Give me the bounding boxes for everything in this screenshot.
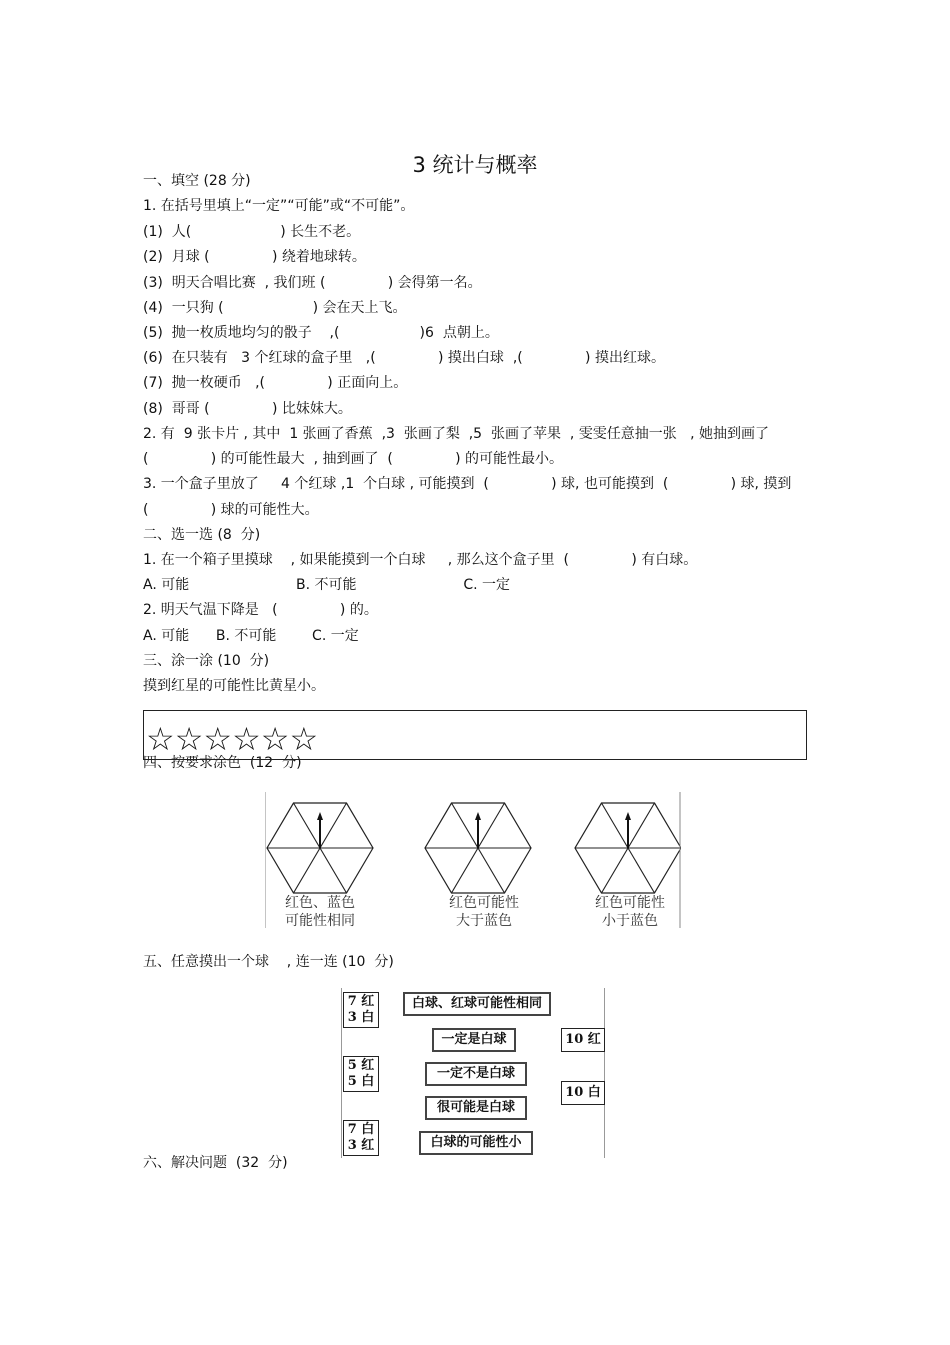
text-line: (7) 抛一枚硬币 ,( ) 正面向上。 bbox=[143, 375, 408, 391]
ball-box-2[interactable] bbox=[343, 1056, 379, 1092]
text-line: (3) 明天合唱比赛 , 我们班 ( ) 会得第一名。 bbox=[143, 275, 482, 291]
text-line: 1. 在括号里填上“一定”“可能”或“不可能”。 bbox=[143, 198, 415, 214]
hexagon-spinners bbox=[265, 792, 681, 928]
text-line: ( ) 球的可能性大。 bbox=[143, 502, 319, 518]
outcome-certain-white[interactable]: 一定是白球 bbox=[432, 1028, 516, 1052]
star-row: ☆☆☆☆☆☆ bbox=[146, 720, 319, 758]
text-line: (2) 月球 ( ) 绕着地球转。 bbox=[143, 249, 366, 265]
page-title: 3 统计与概率 bbox=[412, 153, 538, 177]
text-line: 一、填空 (28 分) bbox=[143, 173, 251, 189]
caption-line: 大于蓝色 bbox=[456, 913, 512, 929]
ball-count: 3 红 bbox=[347, 1138, 375, 1153]
text-line: A. 可能 B. 不可能 C. 一定 bbox=[143, 577, 511, 593]
text-line: (6) 在只装有 3 个红球的盒子里 ,( ) 摸出白球 ,( ) 摸出红球。 bbox=[143, 350, 665, 366]
caption-line: 可能性相同 bbox=[285, 913, 355, 929]
matching-figure bbox=[341, 988, 605, 1158]
spinner-arrowhead-icon bbox=[317, 812, 323, 820]
text-line: 六、解决问题 (32 分) bbox=[143, 1155, 288, 1171]
caption-line: 小于蓝色 bbox=[602, 913, 658, 929]
hexagon-caption-2 bbox=[429, 894, 539, 930]
outcome-white-less-likely[interactable]: 白球的可能性小 bbox=[419, 1131, 533, 1155]
hexagon-caption-3 bbox=[575, 894, 685, 930]
hexagon-caption-1 bbox=[265, 894, 375, 930]
text-line: (5) 抛一枚质地均匀的骰子 ,( )6 点朝上。 bbox=[143, 325, 499, 341]
spinner-arrowhead-icon bbox=[475, 812, 481, 820]
text-line: (4) 一只狗 ( ) 会在天上飞。 bbox=[143, 300, 407, 316]
ball-count: 5 红 bbox=[347, 1058, 375, 1073]
text-line: 摸到红星的可能性比黄星小。 bbox=[143, 678, 325, 694]
caption-line: 红色、蓝色 bbox=[285, 895, 355, 911]
text-line: (8) 哥哥 ( ) 比妹妹大。 bbox=[143, 401, 352, 417]
text-line: 四、按要求涂色 (12 分) bbox=[143, 755, 302, 771]
text-line: 2. 明天气温下降是 ( ) 的。 bbox=[143, 602, 378, 618]
text-line: (1) 人( ) 长生不老。 bbox=[143, 224, 361, 240]
text-line: ( ) 的可能性最大 , 抽到画了 ( ) 的可能性最小。 bbox=[143, 451, 564, 467]
caption-line: 红色可能性 bbox=[449, 895, 519, 911]
ball-count: 5 白 bbox=[347, 1074, 375, 1089]
outcome-equal[interactable]: 白球、红球可能性相同 bbox=[403, 992, 551, 1016]
ball-count: 7 红 bbox=[347, 994, 375, 1009]
text-line: 3. 一个盒子里放了 4 个红球 ,1 个白球 , 可能摸到 ( ) 球, 也可能摸到 ( ) 球, 摸到 bbox=[143, 476, 792, 492]
text-line: 二、选一选 (8 分) bbox=[143, 527, 261, 543]
ball-box-10-white[interactable]: 10 白 bbox=[561, 1081, 605, 1105]
outcome-likely-white[interactable]: 很可能是白球 bbox=[425, 1096, 527, 1120]
caption-line: 红色可能性 bbox=[595, 895, 665, 911]
text-line: 五、任意摸出一个球 , 连一连 (10 分) bbox=[143, 954, 394, 970]
text-line: A. 可能 B. 不可能 C. 一定 bbox=[143, 628, 359, 644]
text-line: 三、涂一涂 (10 分) bbox=[143, 653, 270, 669]
ball-count: 3 白 bbox=[347, 1010, 375, 1025]
ball-box-3[interactable] bbox=[343, 1120, 379, 1156]
outcome-never-white[interactable]: 一定不是白球 bbox=[425, 1062, 527, 1086]
text-line: 1. 在一个箱子里摸球 , 如果能摸到一个白球 , 那么这个盒子里 ( ) 有白球。 bbox=[143, 552, 698, 568]
spinner-arrowhead-icon bbox=[625, 812, 631, 820]
text-line: 2. 有 9 张卡片 , 其中 1 张画了香蕉 ,3 张画了梨 ,5 张画了苹果 , 雯雯任意抽一张 , 她抽到画了 bbox=[143, 426, 770, 442]
star-box bbox=[143, 710, 807, 760]
ball-box-1[interactable] bbox=[343, 992, 379, 1028]
ball-box-10-red[interactable]: 10 红 bbox=[561, 1028, 605, 1052]
ball-count: 7 白 bbox=[347, 1122, 375, 1137]
